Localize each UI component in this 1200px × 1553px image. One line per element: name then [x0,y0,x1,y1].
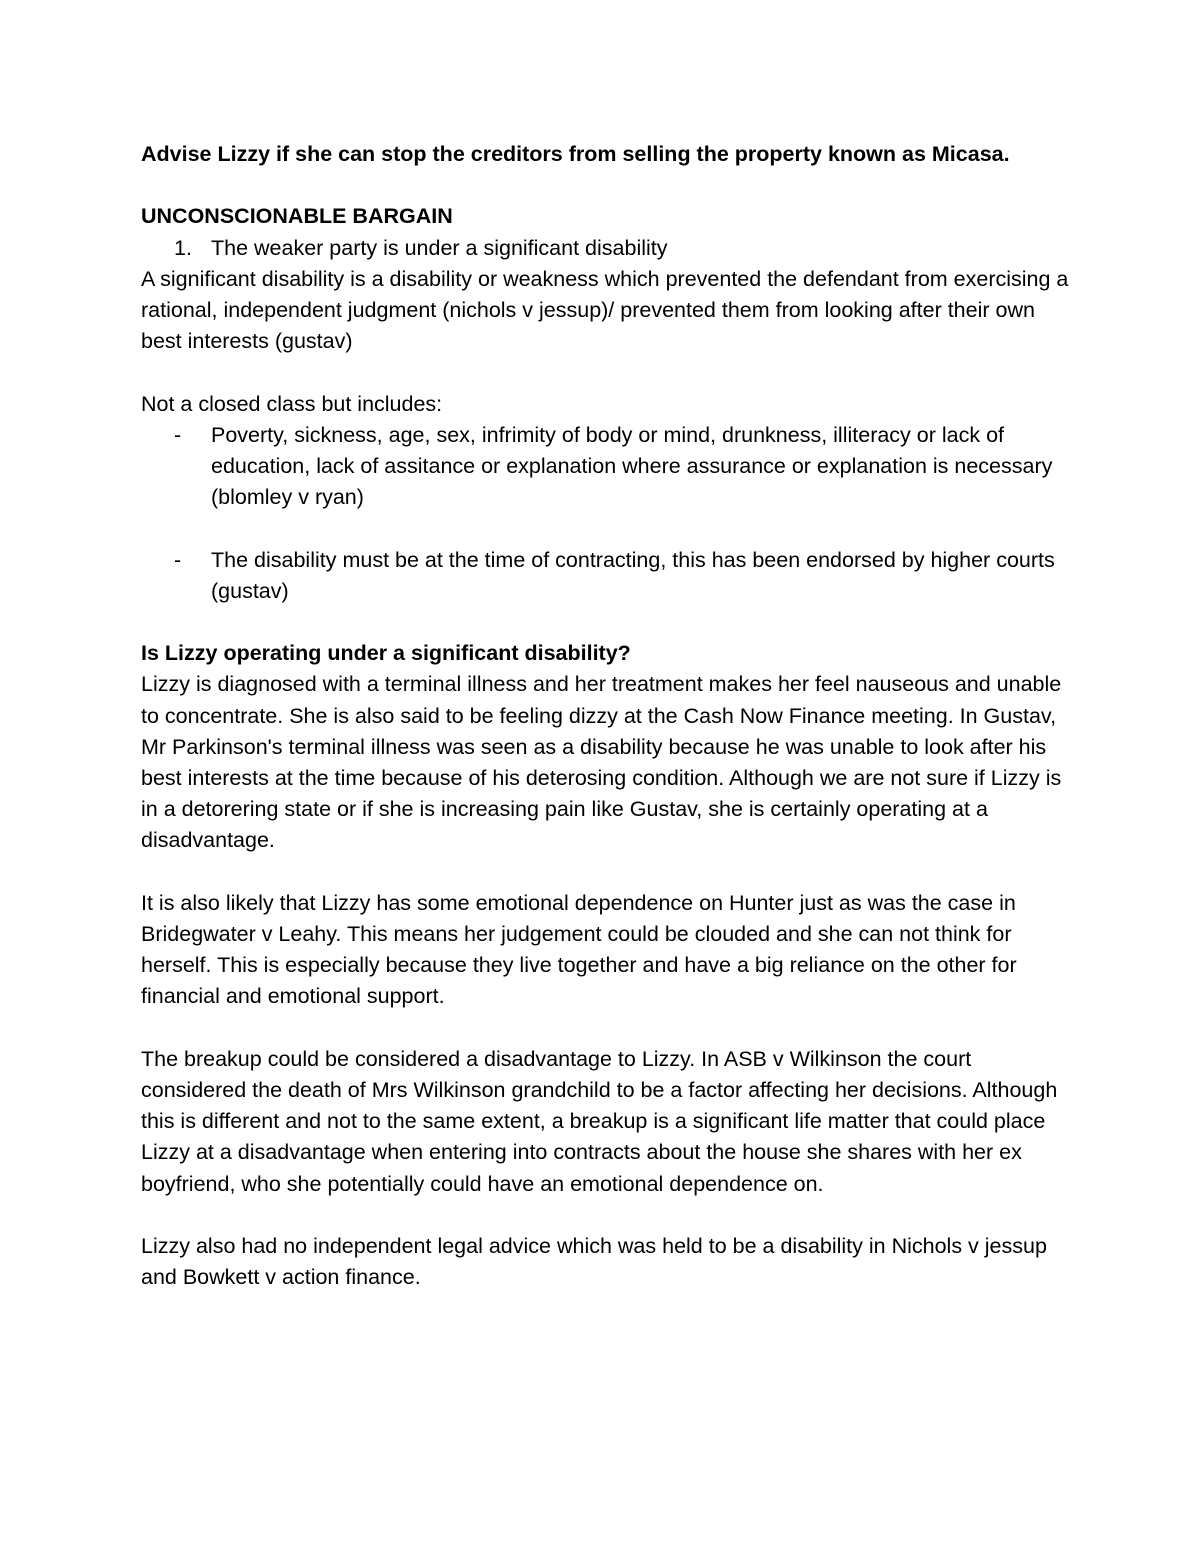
body-paragraph: The breakup could be considered a disadvantage to Lizzy. In ASB v Wilkinson the court considered the death of Mrs Wilkinson grandchild to be a factor affecting her decisions. Although this is different and not to the same extent, a breakup is a significant life matter that could place Lizzy at a disadvantage when entering into contracts about the house she shares with her ex boyfriend, who she potentially could have an emotional dependence on. [141,1046,1058,1196]
list-number: 1. [174,235,192,260]
bullet-item [141,420,1070,514]
bullet-item [141,545,1070,607]
includes-intro: Not a closed class but includes: [141,391,443,416]
body-paragraph: Lizzy also had no independent legal advice which was held to be a disability in Nichols v jessup and Bowkett v action finance. [141,1234,1047,1290]
list-item-text: The weaker party is under a significant disability [211,235,668,260]
spacer [141,607,1070,638]
bullet-marker: - [174,547,182,572]
bullet-marker: - [174,422,182,447]
spacer [141,1013,1070,1044]
numbered-list-item [141,233,1070,264]
spacer [141,1200,1070,1231]
bullet-text: The disability must be at the time of contracting, this has been endorsed by higher courts (gustav) [211,547,1055,603]
bullet-text: Poverty, sickness, age, sex, infrimity of body or mind, drunkness, illiteracy or lack of education, lack of assitance or explanation where assurance or explanation is necessary (blomley v ryan) [211,422,1053,510]
spacer [141,170,1070,201]
spacer [141,357,1070,388]
spacer [141,857,1070,888]
document-title: Advise Lizzy if she can stop the creditors from selling the property known as Micasa. [141,142,1010,166]
spacer [141,513,1070,544]
section-heading: UNCONSCIONABLE BARGAIN [141,204,453,229]
body-paragraph: Lizzy is diagnosed with a terminal illness and her treatment makes her feel nauseous and unable to concentrate. She is also said to be feeling dizzy at the Cash Now Finance meeting. In Gustav, Mr Parkinson's terminal illness was seen as a disability because he was unable to look after his best interests at the time because of his deterosing condition. Although we are not sure if Lizzy is in a detorering state or if she is increasing pain like Gustav, she is certainly operating at a disadvantage. [141,672,1062,853]
definition-paragraph: A significant disability is a disability or weakness which prevented the defendant from exercising a rational, independent judgment (nichols v jessup)/ prevented them from looking after their own best interests (gustav) [141,266,1069,354]
question-heading: Is Lizzy operating under a significant disability? [141,641,631,666]
body-paragraph: It is also likely that Lizzy has some emotional dependence on Hunter just as was the case in Bridegwater v Leahy. This means her judgement could be clouded and she can not think for herself. This is especially because they live together and have a big reliance on the other for financial and emotional support. [141,890,1017,1009]
